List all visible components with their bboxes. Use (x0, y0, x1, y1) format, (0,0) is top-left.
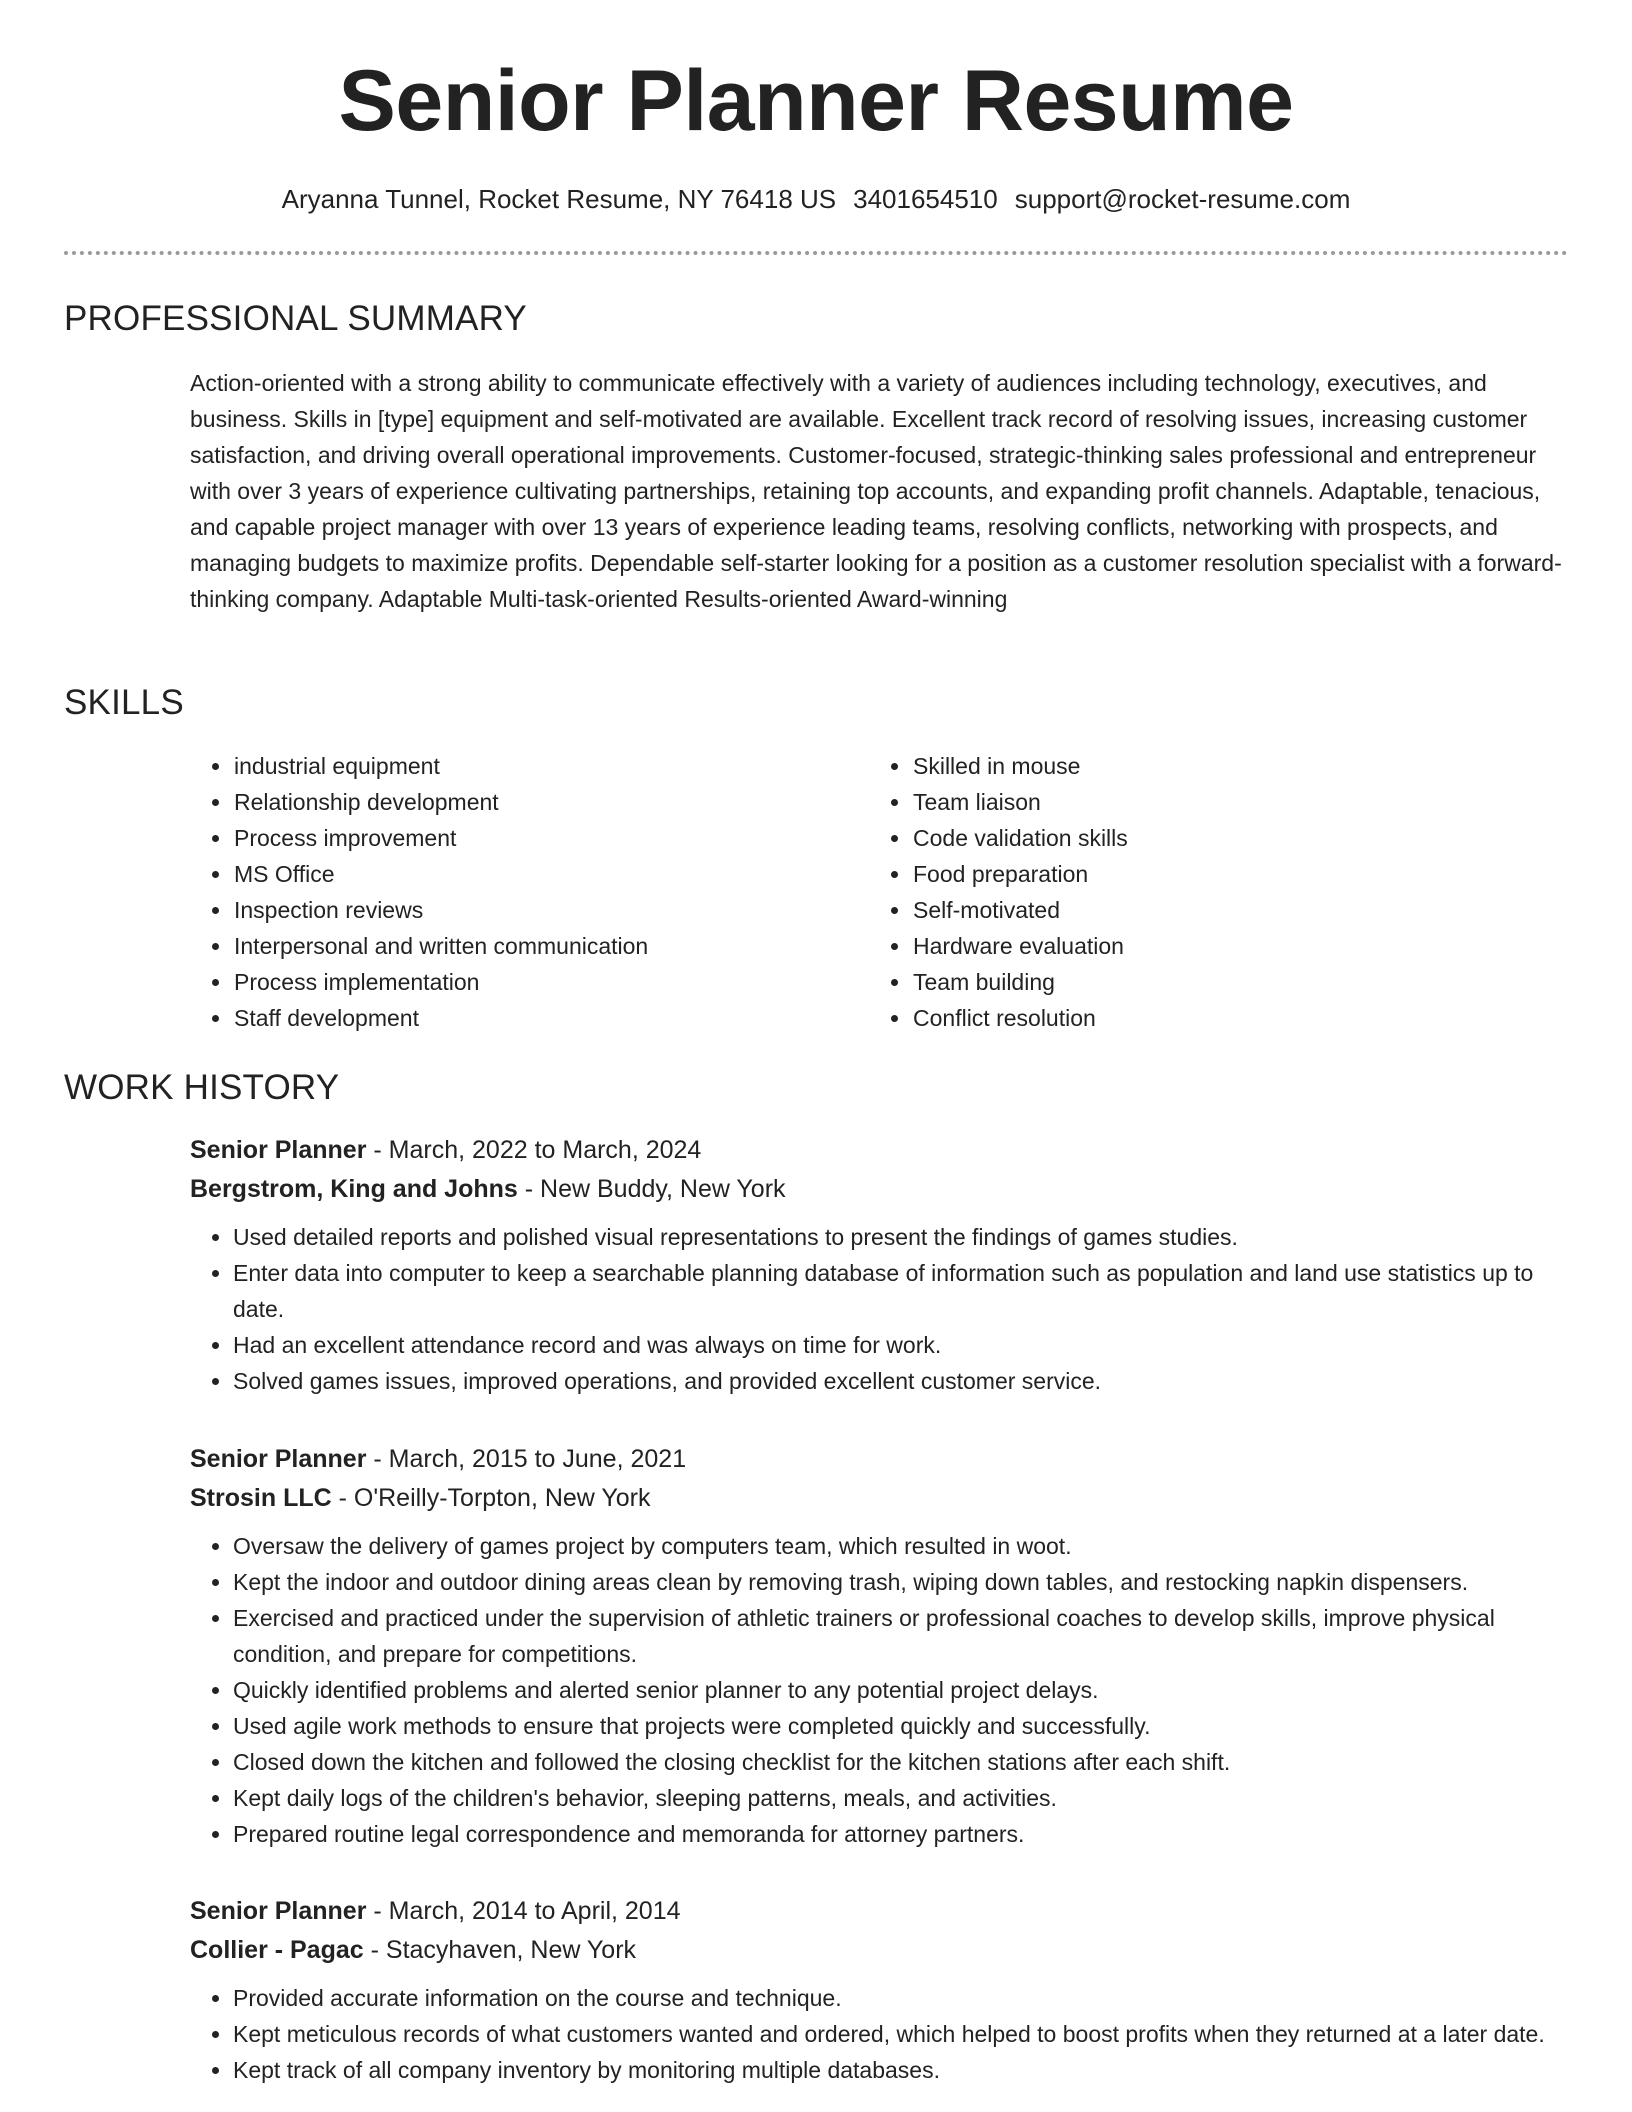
skills-heading: SKILLS (64, 683, 184, 722)
job-bullets (190, 1980, 1570, 2088)
job-bullet: • Closed down the kitchen and followed the closing checklist for the kitchen stations after each shift. (233, 1744, 1570, 1780)
job-bullet: • Kept daily logs of the children's behavior, sleeping patterns, meals, and activities. (233, 1780, 1570, 1816)
job-bullet: • Oversaw the delivery of games project by computers team, which resulted in woot. (233, 1528, 1570, 1564)
job-location: - Stacyhaven, New York (363, 1936, 637, 1964)
job-bullet: • Prepared routine legal correspondence and memoranda for attorney partners. (233, 1816, 1570, 1852)
job-entry (190, 1440, 1570, 1852)
skill-item: • Conflict resolution (912, 1000, 1532, 1036)
header-divider (64, 251, 1568, 255)
job-bullet: • Enter data into computer to keep a searchable planning database of information such as population and land use statistics up to date. (233, 1255, 1570, 1327)
job-title-line (190, 1131, 1570, 1170)
skill-item: • Skilled in mouse (912, 748, 1532, 784)
skills-list-left (190, 748, 853, 1036)
job-bullets (190, 1219, 1570, 1399)
job-entry (190, 1131, 1570, 1399)
job-title: Senior Planner (190, 1445, 367, 1473)
skill-item: • Process improvement (233, 820, 853, 856)
job-company-line (190, 1931, 1570, 1970)
skill-item: • industrial equipment (233, 748, 853, 784)
contact-phone: 3401654510 (853, 184, 998, 214)
skill-item: • MS Office (233, 856, 853, 892)
contact-email: support@rocket-resume.com (1014, 184, 1351, 214)
job-title: Senior Planner (190, 1136, 367, 1164)
job-dates: - March, 2014 to April, 2014 (366, 1897, 681, 1925)
job-bullet: • Quickly identified problems and alerted senior planner to any potential project delays. (233, 1672, 1570, 1708)
skill-item: • Team liaison (912, 784, 1532, 820)
job-entry (190, 1892, 1570, 2088)
job-bullet: • Provided accurate information on the course and technique. (233, 1980, 1570, 2016)
job-bullet: • Kept the indoor and outdoor dining areas clean by removing trash, wiping down tables, and restocking napkin dispensers. (233, 1564, 1570, 1600)
resume-title: Senior Planner Resume (338, 53, 1294, 149)
skill-item: • Self-motivated (912, 892, 1532, 928)
job-title-line (190, 1892, 1570, 1931)
job-dates: - March, 2022 to March, 2024 (366, 1136, 702, 1164)
summary-heading: PROFESSIONAL SUMMARY (64, 299, 527, 338)
job-title: Senior Planner (190, 1897, 367, 1925)
skill-item: • Food preparation (912, 856, 1532, 892)
contact-address: Aryanna Tunnel, Rocket Resume, NY 76418 US (281, 184, 837, 214)
contact-line (0, 181, 1632, 217)
skill-item: • Relationship development (233, 784, 853, 820)
job-company: Collier - Pagac (190, 1936, 364, 1964)
job-bullet: • Kept meticulous records of what customers wanted and ordered, which helped to boost profits when they returned at a later date. (233, 2016, 1570, 2052)
job-title-line (190, 1440, 1570, 1479)
work-history-heading: WORK HISTORY (64, 1068, 340, 1107)
job-bullet: • Kept track of all company inventory by monitoring multiple databases. (233, 2052, 1570, 2088)
job-dates: - March, 2015 to June, 2021 (366, 1445, 687, 1473)
job-bullet: • Had an excellent attendance record and was always on time for work. (233, 1327, 1570, 1363)
job-location: - O'Reilly-Torpton, New York (331, 1484, 651, 1512)
skill-item: • Hardware evaluation (912, 928, 1532, 964)
job-company-line (190, 1170, 1570, 1209)
skills-list-right (869, 748, 1532, 1036)
skill-item: • Team building (912, 964, 1532, 1000)
job-bullet: • Exercised and practiced under the supervision of athletic trainers or professional coaches to develop skills, improve physical condition, and prepare for competitions. (233, 1600, 1570, 1672)
job-company: Bergstrom, King and Johns (190, 1175, 518, 1203)
job-company: Strosin LLC (190, 1484, 332, 1512)
job-bullet: • Used agile work methods to ensure that projects were completed quickly and successfully. (233, 1708, 1570, 1744)
job-bullet: • Used detailed reports and polished visual representations to present the findings of games studies. (233, 1219, 1570, 1255)
skill-item: • Staff development (233, 1000, 853, 1036)
summary-text: Action-oriented with a strong ability to communicate effectively with a variety of audiences including technology, executives, and business. Skills in [type] equipment and self-motivated are available. Excellent track record of resolving issues, increasing customer satisfaction, and driving overall operational improvements. Customer-focused, strategic-thinking sales professional and entrepreneur with over 3 years of experience cultivating partnerships, retaining top accounts, and expanding profit channels. Adaptable, tenacious, and capable project manager with over 13 years of experience leading teams, resolving conflicts, networking with prospects, and managing budgets to maximize profits. Dependable self-starter looking for a position as a customer resolution specialist with a forward-thinking company. Adaptable Multi-task-oriented Results-oriented Award-winning (190, 370, 1562, 612)
skill-item: • Process implementation (233, 964, 853, 1000)
job-bullet: • Solved games issues, improved operations, and provided excellent customer service. (233, 1363, 1570, 1399)
job-location: - New Buddy, New York (517, 1175, 786, 1203)
skill-item: • Code validation skills (912, 820, 1532, 856)
job-company-line (190, 1479, 1570, 1518)
job-bullets (190, 1528, 1570, 1852)
skill-item: • Inspection reviews (233, 892, 853, 928)
skill-item: • Interpersonal and written communication (233, 928, 853, 964)
